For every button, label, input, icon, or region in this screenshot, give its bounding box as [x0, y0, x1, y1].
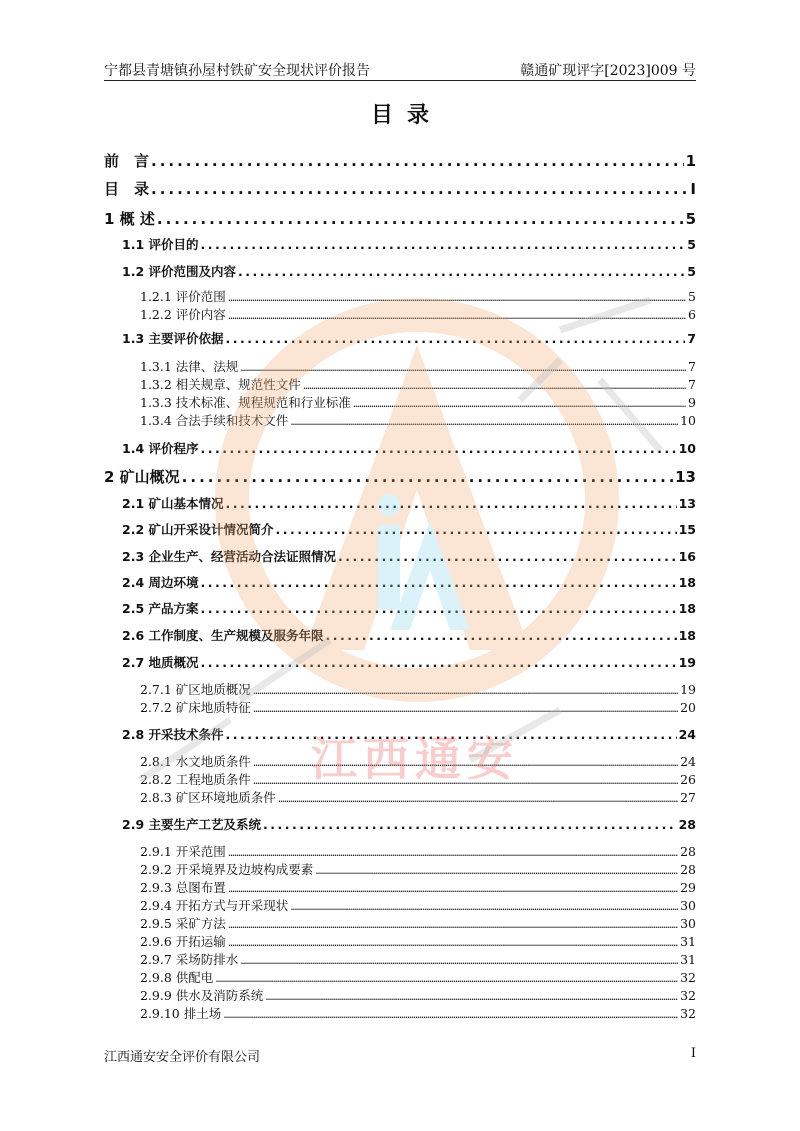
toc-entry-label: 2.8 开采技术条件: [122, 727, 224, 742]
toc-entry[interactable]: [140, 878, 696, 896]
toc-dot-leader: [215, 972, 678, 985]
toc-entry[interactable]: [122, 547, 696, 565]
toc-entry-label: 2.9.10 排土场: [140, 1006, 222, 1021]
toc-dot-leader: [228, 882, 678, 895]
toc-entry-page: 5: [685, 210, 696, 228]
toc-dot-leader: [228, 309, 686, 322]
toc-entry[interactable]: [122, 494, 696, 512]
toc-dot-leader: [253, 684, 678, 697]
toc-entry[interactable]: [140, 1004, 696, 1022]
toc-dot-leader: [238, 264, 685, 279]
toc-entry[interactable]: [140, 896, 696, 914]
toc-dot-leader: [303, 379, 686, 392]
toc-entry-label: 2.9.9 供水及消防系统: [140, 988, 264, 1003]
toc-entry-page: 26: [680, 772, 696, 787]
toc-entry[interactable]: [140, 770, 696, 788]
toc-entry[interactable]: [140, 375, 696, 393]
toc-entry-page: 10: [680, 413, 696, 428]
toc-entry-page: 32: [680, 988, 696, 1003]
footer-page-number: I: [690, 1046, 696, 1061]
toc-entry[interactable]: [140, 411, 696, 429]
toc-entry-page: 9: [688, 395, 696, 410]
header-report-number: 赣通矿现评字[2023]009 号: [520, 63, 696, 79]
toc-entry-label: 2 矿山概况: [104, 468, 180, 486]
toc-entry-label: 2.5 产品方案: [122, 601, 199, 616]
toc-dot-leader: [182, 468, 673, 486]
toc-dot-leader: [263, 817, 677, 832]
toc-entry-label: 2.8.1 水文地质条件: [140, 754, 251, 769]
toc-dot-leader: [228, 936, 678, 949]
toc-entry[interactable]: [140, 393, 696, 411]
toc-entry-label: 2.9.8 供配电: [140, 970, 214, 985]
toc-entry-page: I: [690, 180, 696, 198]
toc-entry[interactable]: [104, 178, 696, 199]
toc-entry[interactable]: [140, 914, 696, 932]
toc-entry-label: 2.9.7 采场防排水: [140, 952, 239, 967]
toc-entry[interactable]: [122, 626, 696, 644]
toc-entry-label: 2.6 工作制度、生产规模及服务年限: [122, 628, 324, 643]
toc-entry-page: 32: [680, 970, 696, 985]
toc-dot-leader: [338, 549, 677, 564]
toc-dot-leader: [226, 727, 677, 742]
toc-dot-leader: [265, 990, 678, 1003]
toc-entry-label: 1.2.2 评价内容: [140, 307, 226, 322]
toc-entry-label: 2.9 主要生产工艺及系统: [122, 817, 261, 832]
toc-entry-page: 18: [678, 601, 696, 616]
toc-entry-label: 1 概 述: [104, 210, 155, 228]
toc-entry[interactable]: [140, 287, 696, 305]
toc-entry-label: 1.4 评价程序: [122, 441, 199, 456]
toc-entry-page: 28: [680, 844, 696, 859]
toc-entry-page: 28: [680, 862, 696, 877]
toc-dot-leader: [326, 628, 677, 643]
toc-dot-leader: [253, 702, 678, 715]
toc-entry-label: 2.7.2 矿床地质特征: [140, 700, 251, 715]
toc-dot-leader: [201, 601, 677, 616]
toc-entry-page: 24: [678, 727, 696, 742]
toc-dot-leader: [157, 210, 684, 228]
toc-entry-page: 5: [687, 264, 696, 279]
toc-entry-label: 前 言: [104, 152, 150, 170]
toc-entry-page: 1: [685, 152, 696, 170]
toc-entry[interactable]: [140, 752, 696, 770]
toc-dot-leader: [201, 575, 677, 590]
toc-dot-leader: [201, 441, 677, 456]
toc-entry-label: 1.3.4 合法手续和技术文件: [140, 413, 289, 428]
toc-dot-leader: [276, 522, 677, 537]
toc-entry[interactable]: [140, 986, 696, 1004]
toc-entry-page: 31: [680, 934, 696, 949]
toc-entry-label: 2.7 地质概况: [122, 655, 199, 670]
toc-entry-page: 10: [678, 441, 696, 456]
toc-dot-leader: [151, 180, 688, 198]
toc-entry-label: 2.9.6 开拓运输: [140, 934, 226, 949]
toc-dot-leader: [201, 237, 686, 252]
toc-entry-page: 19: [680, 682, 696, 697]
toc-entry-label: 2.4 周边环境: [122, 575, 199, 590]
toc-entry[interactable]: [122, 235, 696, 253]
toc-dot-leader: [353, 397, 686, 410]
toc-entry-label: 1.2 评价范围及内容: [122, 264, 236, 279]
toc-entry-page: 18: [678, 628, 696, 643]
toc-entry-page: 5: [688, 289, 696, 304]
toc-dot-leader: [290, 900, 678, 913]
toc-entry[interactable]: [122, 262, 696, 280]
page-header: [104, 58, 696, 81]
toc-entry-label: 2.8.3 矿区环境地质条件: [140, 790, 276, 805]
toc-entry-label: 1.3.1 法律、法规: [140, 359, 239, 374]
toc-entry-page: 31: [680, 952, 696, 967]
toc-dot-leader: [253, 756, 678, 769]
toc-entry-page: 18: [678, 575, 696, 590]
toc-dot-leader: [228, 918, 678, 931]
toc-entry-label: 2.2 矿山开采设计情况简介: [122, 522, 274, 537]
toc-entry[interactable]: [140, 932, 696, 950]
toc-entry[interactable]: [122, 329, 696, 347]
toc-entry[interactable]: [140, 950, 696, 968]
toc-entry[interactable]: [122, 599, 696, 617]
toc-entry-page: 29: [680, 880, 696, 895]
toc-entry[interactable]: [140, 357, 696, 375]
toc-entry-label: 1.1 评价目的: [122, 237, 199, 252]
toc-entry-label: 1.3.3 技术标准、规程规范和行业标准: [140, 395, 351, 410]
toc-entry-page: 30: [680, 916, 696, 931]
toc-entry[interactable]: [104, 466, 696, 487]
toc-entry-page: 13: [678, 496, 696, 511]
toc-entry-label: 2.1 矿山基本情况: [122, 496, 224, 511]
toc-dot-leader: [240, 361, 686, 374]
toc-entry-label: 2.8.2 工程地质条件: [140, 772, 251, 787]
toc-dot-leader: [226, 331, 686, 346]
toc-entry-label: 1.3.2 相关规章、规范性文件: [140, 377, 301, 392]
toc-entry[interactable]: [122, 653, 696, 671]
toc-entry-page: 13: [675, 468, 696, 486]
toc-dot-leader: [315, 864, 678, 877]
toc-dot-leader: [226, 496, 677, 511]
toc-dot-leader: [228, 846, 678, 859]
toc-entry-label: 2.9.3 总图布置: [140, 880, 226, 895]
toc-entry-label: 2.3 企业生产、经营活动合法证照情况: [122, 549, 336, 564]
toc-entry-page: 20: [680, 700, 696, 715]
toc-entry[interactable]: [104, 208, 696, 229]
toc-entry[interactable]: [140, 680, 696, 698]
toc-entry[interactable]: [122, 520, 696, 538]
toc-entry-page: 24: [680, 754, 696, 769]
toc-entry[interactable]: [122, 439, 696, 457]
toc-entry[interactable]: [104, 150, 696, 171]
toc-entry[interactable]: [122, 573, 696, 591]
toc-entry-page: 27: [680, 790, 696, 805]
toc-entry[interactable]: [122, 725, 696, 743]
toc-dot-leader: [290, 415, 678, 428]
toc-entry-page: 6: [688, 307, 696, 322]
toc-dot-leader: [228, 291, 686, 304]
toc-entry-label: 2.9.4 开拓方式与开采现状: [140, 898, 289, 913]
toc-dot-leader: [240, 954, 678, 967]
footer-company-name: 江西通安安全评价有限公司: [104, 1050, 261, 1065]
toc-entry-page: 7: [687, 331, 696, 346]
toc-title: 目录: [370, 103, 443, 128]
toc-dot-leader: [223, 1008, 678, 1021]
toc-entry[interactable]: [140, 842, 696, 860]
toc-entry-label: 2.9.5 采矿方法: [140, 916, 226, 931]
toc-entry[interactable]: [140, 788, 696, 806]
toc-entry-page: 16: [678, 549, 696, 564]
toc-entry-label: 1.2.1 评价范围: [140, 289, 226, 304]
toc-entry-page: 7: [688, 359, 696, 374]
toc-entry[interactable]: [122, 815, 696, 833]
toc-entry[interactable]: [140, 860, 696, 878]
toc-dot-leader: [278, 792, 678, 805]
toc-entry-page: 5: [687, 237, 696, 252]
watermark-seal-text: 江西通安: [311, 732, 519, 786]
toc-entry-label: 1.3 主要评价依据: [122, 331, 224, 346]
toc-entry-page: 32: [680, 1006, 696, 1021]
toc-entry-label: 目 录: [104, 180, 150, 198]
toc-entry[interactable]: [140, 968, 696, 986]
toc-entry-label: 2.9.2 开采境界及边坡构成要素: [140, 862, 314, 877]
toc-entry-label: 2.9.1 开采范围: [140, 844, 226, 859]
toc-dot-leader: [201, 655, 677, 670]
toc-dot-leader: [151, 152, 684, 170]
toc-entry-page: 28: [678, 817, 696, 832]
toc-dot-leader: [253, 774, 678, 787]
toc-entry-page: 30: [680, 898, 696, 913]
toc-entry-label: 2.7.1 矿区地质概况: [140, 682, 251, 697]
toc-entry[interactable]: [140, 305, 696, 323]
toc-entry-page: 15: [678, 522, 696, 537]
toc-entry-page: 7: [688, 377, 696, 392]
header-report-title: 宁都县青塘镇孙屋村铁矿安全现状评价报告: [104, 63, 370, 79]
toc-entry-page: 19: [678, 655, 696, 670]
toc-entry[interactable]: [140, 698, 696, 716]
